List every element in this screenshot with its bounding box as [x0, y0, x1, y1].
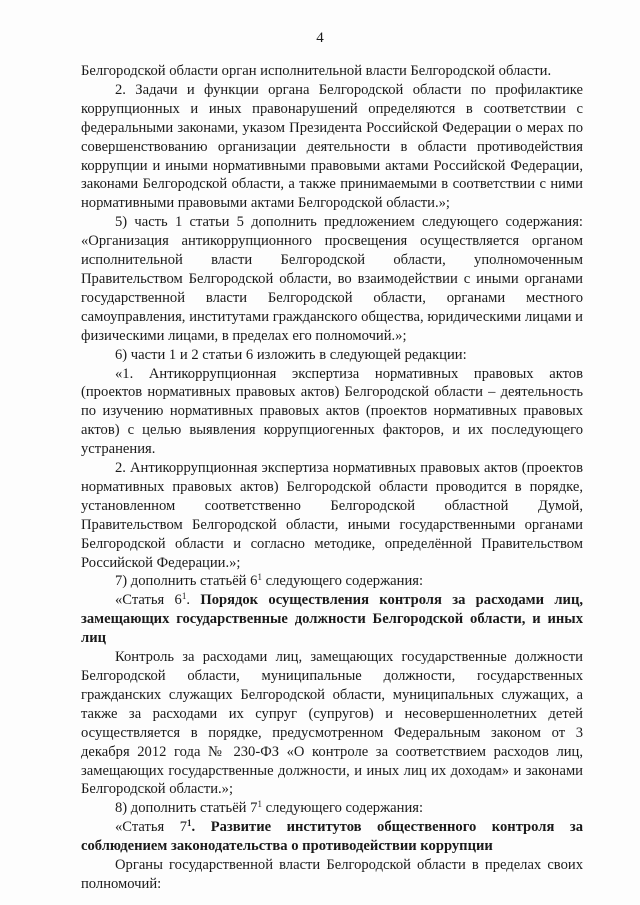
article-7-1-heading: [81, 818, 583, 856]
article-6-1-heading: [81, 591, 583, 648]
document-body: [81, 62, 583, 894]
paragraph-3: 5) часть 1 статьи 5 дополнить предложением следующего содержания: «Организация антикоррупционного просвещения осуществляется органом исполнительной власти Белгородской области, уполномоченным Правительством Белгородской области, во взаимодействии с иными органами государственной власти Белгородской области, органами местного самоуправления, институтами гражданского общества, юридическими лицами и физическими лицами, в пределах его полномочий.»;: [81, 214, 583, 344]
paragraph-10-tail: следующего содержания:: [261, 800, 424, 817]
paragraph-10-text: 8) дополнить статьёй 7: [115, 800, 258, 817]
page-number: 4: [316, 30, 324, 46]
article-title: Развитие институтов общественного контроля за соблюдением законодательства о противодействии коррупции: [81, 819, 584, 855]
article-separator: .: [186, 592, 201, 609]
paragraph-7: [81, 572, 583, 591]
paragraph-6: 2. Антикоррупционная экспертиза нормативных правовых актов (проектов нормативных правовых актов) Белгородской области проводится в порядке, установленном соответственно Белгородской областной Думой, Правительством Белгородской области, иными государственными органами Белгородской области и согласно методике, определённой Правительством Российской Федерации.»;: [81, 460, 583, 571]
paragraph-4: 6) части 1 и 2 статьи 6 изложить в следующей редакции:: [115, 346, 467, 363]
article-separator: .: [191, 819, 211, 836]
paragraph-5: «1. Антикоррупционная экспертиза нормативных правовых актов (проектов нормативных правовых актов) Белгородской области – деятельность по изучению нормативных правовых актов (проектов нормативных правовых актов) с целью выявления коррупциогенных факторов, и их последующего устранения.: [81, 365, 583, 458]
paragraph-9: Контроль за расходами лиц, замещающих государственные должности Белгородской области, муниципальные должности, государственных гражданских служащих Белгородской области, муниципальных служащих, а также за расходами их супруг (супругов) и несовершеннолетних детей осуществляется в порядке, предусмотренном Федеральным законом от 3 декабря 2012 года № 230-ФЗ «О контроле за соответствием расходов лиц, замещающих государственные должности, и иных лиц их доходам» и законами Белгородской области.»;: [81, 649, 583, 798]
paragraph-10: [81, 799, 583, 818]
superscript: 1: [257, 572, 262, 583]
article-label: «Статья 7: [115, 819, 188, 836]
paragraph-7-tail: следующего содержания:: [261, 573, 424, 590]
paragraph-2: 2. Задачи и функции органа Белгородской области по профилактике коррупционных и иных правонарушений определяются в соответствии с федеральными законами, указом Президента Российской Федерации о мерах по совершенствованию организации деятельности в области противодействия коррупции и иными нормативными правовыми актами Российской Федерации, законами Белгородской области, а также принимаемыми в соответствии с ними нормативными правовыми актами Белгородской области.»;: [81, 81, 583, 212]
article-label: «Статья 6: [115, 592, 182, 609]
paragraph-7-text: 7) дополнить статьёй 6: [115, 573, 258, 590]
article-title: Порядок осуществления контроля за расходами лиц, замещающих государственные должности Белгородской области, и иных лиц: [81, 592, 584, 647]
paragraph-12: Органы государственной власти Белгородской области в пределах своих полномочий:: [81, 857, 583, 892]
superscript: 1: [257, 799, 262, 810]
paragraph-1: Белгородской области орган исполнительной власти Белгородской области.: [81, 63, 552, 79]
superscript: 1: [187, 818, 192, 829]
superscript: 1: [181, 591, 187, 602]
